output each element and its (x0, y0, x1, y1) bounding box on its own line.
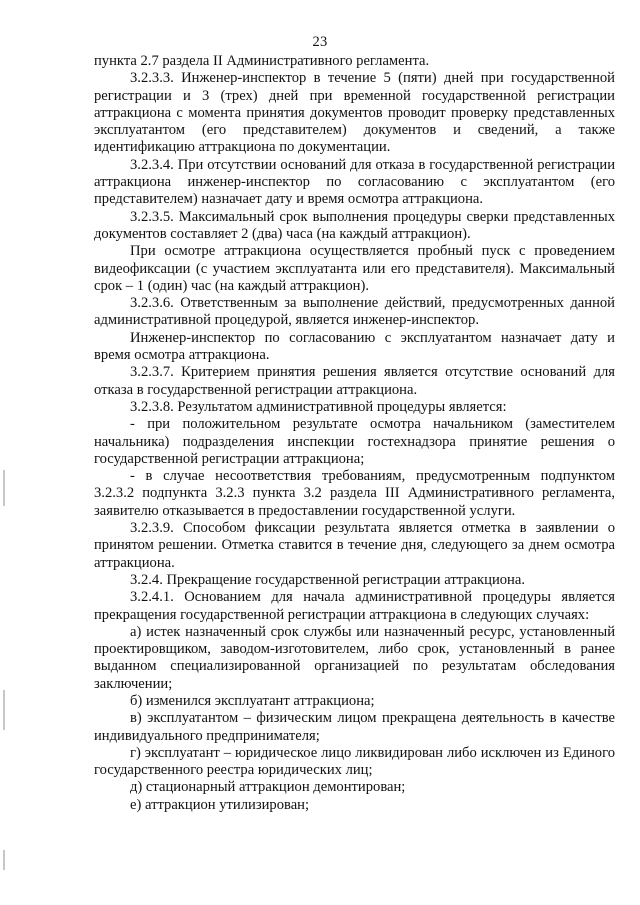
paragraph: 3.2.3.5. Максимальный срок выполнения процедуры сверки представленных документов составляет 2 (два) часа (на каждый аттракцион). (94, 208, 615, 242)
paragraph: 3.2.3.9. Способом фиксации результата является отметка в заявлении о принятом решении. Отметка ставится в течение дня, следующего за днем осмотра аттракциона. (94, 520, 615, 571)
paragraph: 3.2.3.7. Критерием принятия решения является отсутствие оснований для отказа в государственной регистрации аттракциона. (94, 364, 615, 398)
document-body (94, 53, 615, 814)
paragraph: 3.2.4. Прекращение государственной регистрации аттракциона. (130, 571, 525, 588)
page-number: 23 (312, 34, 328, 50)
paragraph: 3.2.3.8. Результатом административной процедуры является: (130, 398, 507, 415)
paragraph: 3.2.3.4. При отсутствии оснований для отказа в государственной регистрации аттракциона инженер-инспектор по согласованию с эксплуатантом (его представителем) назначает дату и время осмотра аттракциона. (94, 156, 615, 208)
paragraph: пункта 2.7 раздела II Административного регламента. (94, 53, 430, 69)
scan-edge-mark (3, 470, 5, 506)
paragraph: При осмотре аттракциона осуществляется пробный пуск с проведением видеофиксации (с участием эксплуатанта или его представителя). Максимальный срок – 1 (один) час (на каждый аттракцион). (94, 243, 615, 294)
scan-edge-mark (3, 850, 5, 870)
paragraph: б) изменился эксплуатант аттракциона; (130, 692, 375, 709)
paragraph: 3.2.3.6. Ответственным за выполнение действий, предусмотренных данной административной процедурой, является инженер-инспектор. (94, 295, 615, 329)
paragraph: д) стационарный аттракцион демонтирован; (130, 779, 406, 796)
paragraph: - в случае несоответствия требованиям, предусмотренным подпунктом 3.2.3.2 подпункта 3.2.3 пункта 3.2 раздела III Административного регламента, заявителю отказывается в предоставлении государственной услуги. (94, 468, 615, 519)
paragraph: 3.2.4.1. Основанием для начала административной процедуры является прекращения государственной регистрации аттракциона в следующих случаях: (94, 589, 615, 623)
paragraph: Инженер-инспектор по согласованию с эксплуатантом назначает дату и время осмотра аттракциона. (94, 329, 615, 364)
paragraph: е) аттракцион утилизирован; (130, 796, 310, 813)
paragraph: - при положительном результате осмотра начальником (заместителем начальника) подразделения инспекции гостехнадзора принятие решения о государственной регистрации аттракциона; (94, 416, 615, 467)
paragraph: 3.2.3.3. Инженер-инспектор в течение 5 (пяти) дней при государственной регистрации и 3 (трех) дней при временной государственной регистрации аттракциона с момента принятия документов проводит проверку представленных эксплуатантом (его представителем) документов и сведений, а также идентификацию аттракциона по документации. (94, 70, 615, 156)
paragraph: в) эксплуатантом – физическим лицом прекращена деятельность в качестве индивидуального предпринимателя; (94, 710, 615, 744)
paragraph: а) истек назначенный срок службы или назначенный ресурс, установленный проектировщиком, заводом-изготовителем, либо срок, установленный в ранее выданном специализированной организацией по результатам обследования заключении; (94, 623, 615, 692)
scan-edge-mark (3, 690, 5, 730)
paragraph: г) эксплуатант – юридическое лицо ликвидирован либо исключен из Единого государственного реестра юридических лиц; (94, 744, 615, 779)
